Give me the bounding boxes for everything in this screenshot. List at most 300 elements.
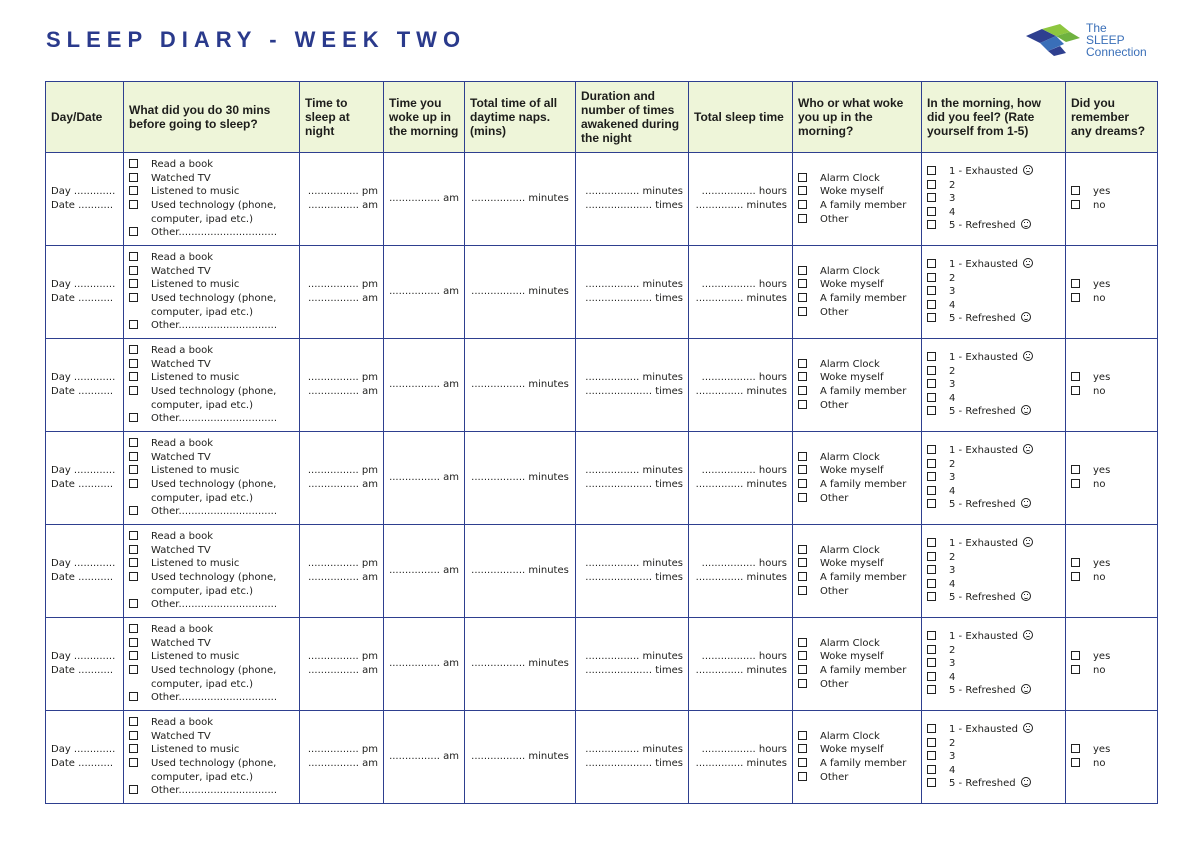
sleep-pm-field[interactable]: ................ pm [307,465,378,477]
header-time-woke: Time you woke up in the morning [384,82,465,153]
woke-by-option[interactable] [798,399,916,413]
sleep-pm-field[interactable]: ................ pm [307,651,378,663]
date-field[interactable]: Date ........... [51,386,114,397]
checkbox-icon[interactable] [927,579,936,588]
day-field[interactable]: Day ............. [51,465,116,477]
checkbox-icon[interactable] [798,558,807,567]
checkbox-icon[interactable] [798,307,807,316]
rating-option[interactable] [927,764,1060,778]
day-field[interactable]: Day ............. [51,372,116,384]
activity-option[interactable] [129,757,294,771]
dream-option-no[interactable] [1071,571,1152,585]
checkbox-icon[interactable] [129,200,138,209]
sad-face-icon [1023,351,1033,361]
checkbox-icon[interactable] [129,186,138,195]
sleep-pm-field[interactable]: ................ pm [307,744,378,756]
checkbox-icon[interactable] [927,645,936,654]
checkbox-icon[interactable] [129,651,138,660]
total-hours-field[interactable]: ................. hours [701,186,787,198]
awake-times-field[interactable]: ..................... times [585,479,683,490]
rating-option[interactable] [927,219,1060,233]
awake-times-field[interactable]: ..................... times [585,293,683,304]
woke-by-option[interactable] [798,172,916,186]
checkbox-icon[interactable] [927,259,936,268]
checkbox-icon[interactable] [798,679,807,688]
total-hours-field[interactable]: ................. hours [701,279,787,291]
sleep-pm-field[interactable]: ................ pm [307,186,378,198]
woke-by-option[interactable] [798,213,916,227]
awake-times-field[interactable]: ..................... times [585,572,683,583]
rating-option[interactable] [927,351,1060,365]
rating-option[interactable] [927,750,1060,764]
date-field[interactable]: Date ........... [51,293,114,304]
checkbox-icon[interactable] [798,359,807,368]
checkbox-icon[interactable] [927,552,936,561]
woke-by-option[interactable] [798,571,916,585]
checkbox-icon[interactable] [798,744,807,753]
checkbox-icon[interactable] [1071,479,1080,488]
total-minutes-field[interactable]: ............... minutes [695,665,787,676]
checkbox-icon[interactable] [129,731,138,740]
checkbox-icon[interactable] [798,173,807,182]
woke-by-option[interactable] [798,464,916,478]
activity-option[interactable] [129,571,294,585]
dream-option-no[interactable] [1071,385,1152,399]
activity-option[interactable] [129,158,294,172]
checkbox-icon[interactable] [798,452,807,461]
activity-option[interactable] [129,451,294,465]
rating-option[interactable] [927,591,1060,605]
checkbox-icon[interactable] [798,665,807,674]
awake-times-field[interactable]: ..................... times [585,665,683,676]
rating-option[interactable] [927,551,1060,565]
checkbox-icon[interactable] [129,345,138,354]
checkbox-icon[interactable] [129,558,138,567]
rating-option[interactable] [927,723,1060,737]
checkbox-icon[interactable] [129,320,138,329]
woke-by-option[interactable] [798,478,916,492]
day-field[interactable]: Day ............. [51,279,116,291]
woke-by-option[interactable] [798,557,916,571]
checkbox-icon[interactable] [129,413,138,422]
day-field[interactable]: Day ............. [51,186,116,198]
checkbox-icon[interactable] [927,565,936,574]
awakened-cell [576,246,689,339]
checkbox-icon[interactable] [927,406,936,415]
checkbox-icon[interactable] [129,717,138,726]
checkbox-icon[interactable] [927,672,936,681]
checkbox-icon[interactable] [1071,558,1080,567]
activity-option-other[interactable] [129,319,294,333]
checkbox-icon[interactable] [129,173,138,182]
checkbox-icon[interactable] [129,372,138,381]
checkbox-icon[interactable] [927,685,936,694]
total-hours-field[interactable]: ................. hours [701,558,787,570]
checkbox-icon[interactable] [129,785,138,794]
checkbox-icon[interactable] [798,772,807,781]
activity-option-other[interactable] [129,505,294,519]
dream-option-no[interactable] [1071,292,1152,306]
woke-by-option[interactable] [798,199,916,213]
rating-option[interactable] [927,165,1060,179]
woke-by-option[interactable] [798,544,916,558]
woke-by-option[interactable] [798,771,916,785]
date-field[interactable]: Date ........... [51,479,114,490]
woke-by-option[interactable] [798,650,916,664]
checkbox-icon[interactable] [1071,386,1080,395]
woke-by-option[interactable] [798,265,916,279]
dream-option-yes[interactable] [1071,557,1152,571]
activity-option[interactable] [129,650,294,664]
activity-option[interactable] [129,172,294,186]
checkbox-icon[interactable] [927,538,936,547]
rating-label: 4 [949,392,956,404]
activity-option[interactable] [129,743,294,757]
rating-option[interactable] [927,537,1060,551]
checkbox-icon[interactable] [129,252,138,261]
checkbox-icon[interactable] [927,765,936,774]
activity-option[interactable] [129,478,294,492]
total-hours-field[interactable]: ................. hours [701,651,787,663]
woke-am-field[interactable]: ................ am [389,472,459,484]
dream-option-no[interactable] [1071,757,1152,771]
checkbox-icon[interactable] [1071,758,1080,767]
rating-option[interactable] [927,272,1060,286]
naps-field[interactable]: ................. minutes [471,472,569,484]
checkbox-icon[interactable] [927,445,936,454]
checkbox-icon[interactable] [927,286,936,295]
checkbox-icon[interactable] [927,273,936,282]
day-field[interactable]: Day ............. [51,558,116,570]
checkbox-icon[interactable] [927,631,936,640]
woke-by-option[interactable] [798,757,916,771]
checkbox-icon[interactable] [129,572,138,581]
woke-by-option[interactable] [798,306,916,320]
checkbox-icon[interactable] [798,293,807,302]
checkbox-icon[interactable] [1071,651,1080,660]
rating-option[interactable] [927,498,1060,512]
rating-option[interactable] [927,444,1060,458]
checkbox-icon[interactable] [129,545,138,554]
checkbox-icon[interactable] [129,465,138,474]
checkbox-icon[interactable] [1071,372,1080,381]
rating-option[interactable] [927,458,1060,472]
activity-option[interactable] [129,637,294,651]
rating-option[interactable] [927,578,1060,592]
checkbox-icon[interactable] [129,599,138,608]
checkbox-icon[interactable] [129,506,138,515]
woke-by-option[interactable] [798,743,916,757]
total-minutes-field[interactable]: ............... minutes [695,293,787,304]
sleep-pm-field[interactable]: ................ pm [307,372,378,384]
sleep-am-field[interactable]: ................ am [308,479,378,490]
activity-option[interactable] [129,530,294,544]
naps-field[interactable]: ................. minutes [471,565,569,577]
awakened-cell [576,153,689,246]
checkbox-icon[interactable] [927,166,936,175]
checkbox-icon[interactable] [129,438,138,447]
checkbox-icon[interactable] [129,359,138,368]
rating-option[interactable] [927,285,1060,299]
rating-option[interactable] [927,206,1060,220]
rating-option[interactable] [927,192,1060,206]
activity-option-other[interactable] [129,412,294,426]
rating-option[interactable] [927,737,1060,751]
woke-by-option[interactable] [798,451,916,465]
checkbox-icon[interactable] [1071,279,1080,288]
rating-option[interactable] [927,365,1060,379]
sleep-am-field[interactable]: ................ am [308,758,378,769]
checkbox-icon[interactable] [927,724,936,733]
dream-option-yes[interactable] [1071,464,1152,478]
naps-field[interactable]: ................. minutes [471,658,569,670]
rating-option[interactable] [927,299,1060,313]
activity-option[interactable] [129,664,294,678]
checkbox-icon[interactable] [129,758,138,767]
dream-option-yes[interactable] [1071,371,1152,385]
sleep-am-field[interactable]: ................ am [308,572,378,583]
woke-by-option[interactable] [798,371,916,385]
checkbox-icon[interactable] [927,300,936,309]
checkbox-icon[interactable] [129,624,138,633]
rating-option[interactable] [927,312,1060,326]
sleep-am-field[interactable]: ................ am [308,293,378,304]
awake-minutes-field[interactable]: ................. minutes [585,279,683,291]
activity-option[interactable] [129,199,294,213]
total-hours-field[interactable]: ................. hours [701,465,787,477]
activity-option[interactable] [129,464,294,478]
rating-option[interactable] [927,657,1060,671]
checkbox-icon[interactable] [1071,665,1080,674]
dream-option-yes[interactable] [1071,185,1152,199]
total-hours-field[interactable]: ................. hours [701,744,787,756]
checkbox-icon[interactable] [129,531,138,540]
total-minutes-field[interactable]: ............... minutes [695,479,787,490]
checkbox-icon[interactable] [927,778,936,787]
awake-times-field[interactable]: ..................... times [585,200,683,211]
woke-am-field[interactable]: ................ am [389,379,459,391]
checkbox-icon[interactable] [798,758,807,767]
woke-by-option[interactable] [798,585,916,599]
total-minutes-field[interactable]: ............... minutes [695,200,787,211]
checkbox-icon[interactable] [798,493,807,502]
woke-by-option[interactable] [798,637,916,651]
dream-option-no[interactable] [1071,199,1152,213]
date-field[interactable]: Date ........... [51,758,114,769]
woke-by-option[interactable] [798,492,916,506]
activity-option[interactable] [129,437,294,451]
total-minutes-field[interactable]: ............... minutes [695,758,787,769]
checkbox-icon[interactable] [798,279,807,288]
checkbox-icon[interactable] [798,545,807,554]
woke-am-field[interactable]: ................ am [389,751,459,763]
date-field[interactable]: Date ........... [51,665,114,676]
woke-am-field[interactable]: ................ am [389,658,459,670]
checkbox-icon[interactable] [927,220,936,229]
checkbox-icon[interactable] [927,751,936,760]
checkbox-icon[interactable] [798,200,807,209]
checkbox-icon[interactable] [1071,293,1080,302]
total-minutes-field[interactable]: ............... minutes [695,572,787,583]
checkbox-icon[interactable] [798,479,807,488]
checkbox-icon[interactable] [129,266,138,275]
checkbox-icon[interactable] [129,692,138,701]
total-hours-field[interactable]: ................. hours [701,372,787,384]
woke-am-field[interactable]: ................ am [389,286,459,298]
woke-by-option[interactable] [798,730,916,744]
activity-option[interactable] [129,544,294,558]
date-field[interactable]: Date ........... [51,200,114,211]
woke-by-option[interactable] [798,292,916,306]
total-minutes-field[interactable]: ............... minutes [695,386,787,397]
awake-minutes-field[interactable]: ................. minutes [585,465,683,477]
checkbox-icon[interactable] [1071,572,1080,581]
woke-by-option[interactable] [798,385,916,399]
checkbox-icon[interactable] [927,193,936,202]
rating-option[interactable] [927,777,1060,791]
rating-option[interactable] [927,378,1060,392]
checkbox-icon[interactable] [927,472,936,481]
checkbox-icon[interactable] [927,180,936,189]
checkbox-icon[interactable] [798,638,807,647]
checkbox-icon[interactable] [129,227,138,236]
checkbox-icon[interactable] [798,572,807,581]
naps-field[interactable]: ................. minutes [471,751,569,763]
rating-option[interactable] [927,684,1060,698]
activity-option[interactable] [129,371,294,385]
activity-option[interactable] [129,278,294,292]
checkbox-icon[interactable] [129,638,138,647]
rating-option[interactable] [927,630,1060,644]
rating-option[interactable] [927,392,1060,406]
activity-option[interactable] [129,358,294,372]
day-field[interactable]: Day ............. [51,744,116,756]
activity-option[interactable] [129,730,294,744]
checkbox-icon[interactable] [927,313,936,322]
rating-option[interactable] [927,405,1060,419]
sleep-pm-field[interactable]: ................ pm [307,558,378,570]
sleep-am-field[interactable]: ................ am [308,386,378,397]
checkbox-icon[interactable] [129,479,138,488]
checkbox-icon[interactable] [798,372,807,381]
woke-by-option[interactable] [798,278,916,292]
rating-option[interactable] [927,485,1060,499]
dream-option-yes[interactable] [1071,743,1152,757]
activity-option[interactable] [129,251,294,265]
checkbox-icon[interactable] [927,499,936,508]
checkbox-icon[interactable] [798,214,807,223]
awake-times-field[interactable]: ..................... times [585,758,683,769]
awake-minutes-field[interactable]: ................. minutes [585,651,683,663]
rating-label: 3 [949,286,956,298]
checkbox-icon[interactable] [129,159,138,168]
checkbox-icon[interactable] [927,459,936,468]
woke-am-field[interactable]: ................ am [389,193,459,205]
checkbox-icon[interactable] [129,386,138,395]
checkbox-icon[interactable] [129,744,138,753]
rating-option[interactable] [927,258,1060,272]
checkbox-icon[interactable] [927,592,936,601]
checkbox-icon[interactable] [129,279,138,288]
checkbox-icon[interactable] [129,452,138,461]
dream-option-yes[interactable] [1071,278,1152,292]
sleep-pm-field[interactable]: ................ pm [307,279,378,291]
checkbox-icon[interactable] [798,651,807,660]
checkbox-icon[interactable] [798,266,807,275]
checkbox-icon[interactable] [927,366,936,375]
awake-times-field[interactable]: ..................... times [585,386,683,397]
activity-option[interactable] [129,344,294,358]
woke-by-option[interactable] [798,185,916,199]
woke-by-option[interactable] [798,358,916,372]
naps-field[interactable]: ................. minutes [471,286,569,298]
activity-option[interactable] [129,623,294,637]
sleep-am-field[interactable]: ................ am [308,665,378,676]
checkbox-icon[interactable] [1071,465,1080,474]
activity-option[interactable] [129,265,294,279]
checkbox-icon[interactable] [927,393,936,402]
checkbox-icon[interactable] [1071,744,1080,753]
rating-option[interactable] [927,564,1060,578]
rating-option[interactable] [927,471,1060,485]
rating-option[interactable] [927,179,1060,193]
checkbox-icon[interactable] [927,207,936,216]
activity-option[interactable] [129,385,294,399]
day-field[interactable]: Day ............. [51,651,116,663]
dream-option-no[interactable] [1071,664,1152,678]
checkbox-icon[interactable] [798,731,807,740]
dream-option-no[interactable] [1071,478,1152,492]
naps-field[interactable]: ................. minutes [471,193,569,205]
activity-option-other[interactable] [129,598,294,612]
activity-option[interactable] [129,185,294,199]
sleep-am-field[interactable]: ................ am [308,200,378,211]
woke-by-option[interactable] [798,678,916,692]
activity-option[interactable] [129,292,294,306]
checkbox-icon[interactable] [798,586,807,595]
rating-option[interactable] [927,671,1060,685]
activity-option[interactable] [129,716,294,730]
checkbox-icon[interactable] [927,486,936,495]
woke-am-field[interactable]: ................ am [389,565,459,577]
checkbox-icon[interactable] [1071,186,1080,195]
activity-option-other[interactable] [129,784,294,798]
checkbox-icon[interactable] [798,465,807,474]
awake-minutes-field[interactable]: ................. minutes [585,372,683,384]
awake-minutes-field[interactable]: ................. minutes [585,186,683,198]
checkbox-icon[interactable] [927,352,936,361]
checkbox-icon[interactable] [798,186,807,195]
date-field[interactable]: Date ........... [51,572,114,583]
checkbox-icon[interactable] [798,400,807,409]
checkbox-icon[interactable] [1071,200,1080,209]
awake-minutes-field[interactable]: ................. minutes [585,744,683,756]
awake-minutes-field[interactable]: ................. minutes [585,558,683,570]
naps-field[interactable]: ................. minutes [471,379,569,391]
checkbox-icon[interactable] [927,379,936,388]
activity-option-other[interactable] [129,691,294,705]
activity-option-other[interactable] [129,226,294,240]
checkbox-icon[interactable] [927,738,936,747]
checkbox-icon[interactable] [129,665,138,674]
checkbox-icon[interactable] [129,293,138,302]
rating-option[interactable] [927,644,1060,658]
checkbox-icon[interactable] [798,386,807,395]
dream-option-yes[interactable] [1071,650,1152,664]
activity-option[interactable] [129,557,294,571]
woke-by-option[interactable] [798,664,916,678]
checkbox-icon[interactable] [927,658,936,667]
